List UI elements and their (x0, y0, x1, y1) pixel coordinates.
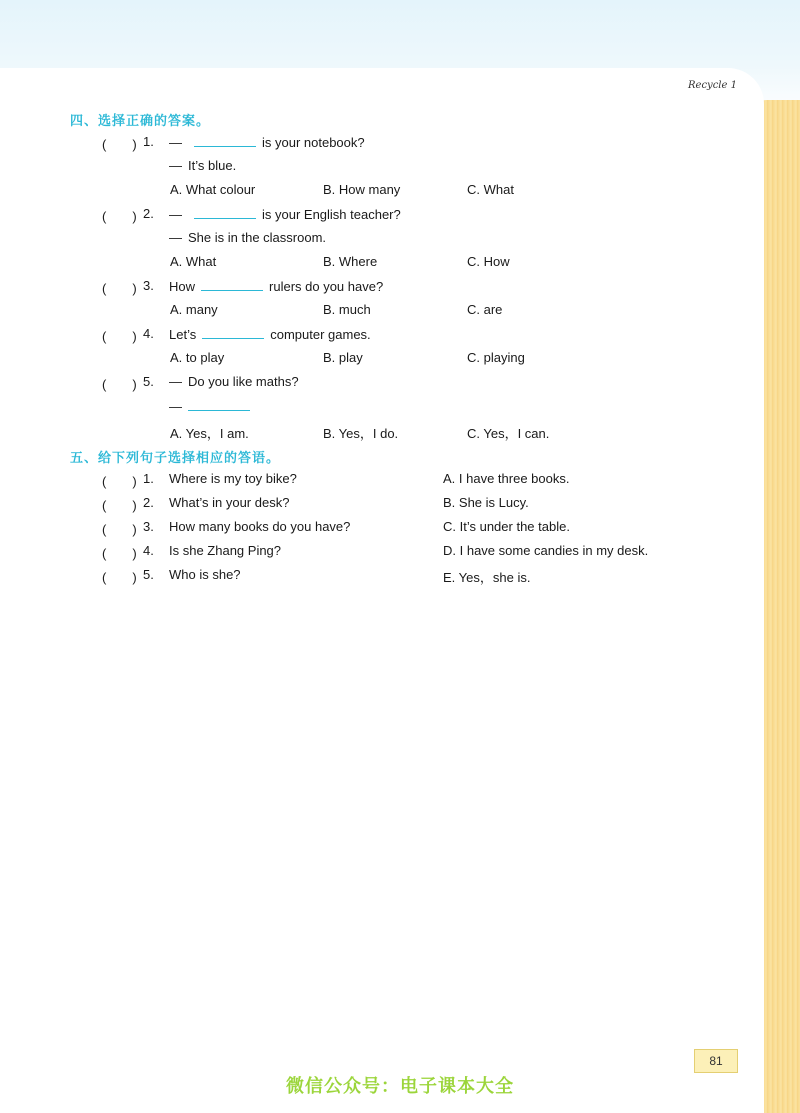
question-text-tail: computer games. (270, 327, 371, 342)
option-c: C. Yes，I can. (467, 426, 550, 441)
question-text-tail: rulers do you have? (269, 279, 384, 294)
question-number: 5. (143, 374, 154, 389)
question-text (169, 278, 383, 294)
option-b: B. much (323, 302, 371, 317)
page-number: 81 (694, 1049, 738, 1073)
option-a: A. many (170, 302, 218, 317)
reply-text (169, 398, 256, 414)
dash-mark: — (169, 230, 182, 245)
dash-mark: — (169, 135, 182, 150)
question-text-tail: is your notebook? (262, 135, 365, 150)
match-answer: A. I have three books. (443, 471, 570, 486)
reply-line: She is in the classroom. (188, 230, 327, 245)
option-c: C. What (467, 182, 514, 197)
answer-paren[interactable]: ( ) (102, 522, 137, 537)
question-text-tail: is your English teacher? (262, 207, 401, 222)
match-question: Where is my toy bike? (169, 471, 297, 486)
reply-line: It’s blue. (188, 158, 237, 173)
question-number: 2. (143, 206, 154, 221)
question-text (169, 206, 401, 222)
dash-mark: — (169, 158, 182, 173)
page-stack-edge (758, 100, 800, 1113)
question-text (169, 374, 299, 389)
answer-paren[interactable]: ( ) (102, 474, 137, 489)
answer-paren[interactable]: ( ) (102, 570, 137, 585)
question-number: 3. (143, 278, 154, 293)
running-title: Recycle 1 (688, 80, 737, 91)
reply-text (169, 230, 326, 245)
answer-blank[interactable] (194, 206, 256, 219)
match-answer: B. She is Lucy. (443, 495, 529, 510)
answer-paren[interactable]: ( ) (102, 546, 137, 561)
answer-paren[interactable]: ( ) (102, 281, 137, 296)
option-b: B. play (323, 350, 363, 365)
answer-blank[interactable] (194, 134, 256, 147)
answer-paren[interactable]: ( ) (102, 209, 137, 224)
answer-paren[interactable]: ( ) (102, 329, 137, 344)
question-number: 2. (143, 495, 154, 510)
match-answer: C. It’s under the table. (443, 519, 570, 534)
match-answer: E. Yes，she is. (443, 570, 531, 585)
option-c: C. playing (467, 350, 525, 365)
match-question: What’s in your desk? (169, 495, 290, 510)
question-number: 1. (143, 134, 154, 149)
match-question: Who is she? (169, 567, 241, 582)
match-answer: D. I have some candies in my desk. (443, 543, 649, 558)
question-number: 4. (143, 543, 154, 558)
option-b: B. Yes，I do. (323, 426, 399, 441)
match-question: Is she Zhang Ping? (169, 543, 282, 558)
question-text-head: How (169, 279, 196, 294)
question-number: 3. (143, 519, 154, 534)
answer-blank[interactable] (201, 278, 263, 291)
match-question: How many books do you have? (169, 519, 351, 534)
option-c: C. How (467, 254, 510, 269)
answer-blank[interactable] (188, 398, 250, 411)
option-b: B. How many (323, 182, 401, 197)
question-text (169, 134, 365, 150)
answer-paren[interactable]: ( ) (102, 137, 137, 152)
question-number: 1. (143, 471, 154, 486)
dash-mark: — (169, 399, 182, 414)
question-number: 5. (143, 567, 154, 582)
option-a: A. to play (170, 350, 225, 365)
option-c: C. are (467, 302, 503, 317)
question-text-head: Let’s (169, 327, 197, 342)
option-b: B. Where (323, 254, 378, 269)
reply-text (169, 158, 236, 173)
option-a: A. Yes，I am. (170, 426, 249, 441)
question-text (169, 326, 371, 342)
question-number: 4. (143, 326, 154, 341)
dash-mark: — (169, 207, 182, 222)
answer-blank[interactable] (202, 326, 264, 339)
option-a: A. What colour (170, 182, 256, 197)
option-a: A. What (170, 254, 217, 269)
footer-watermark: 微信公众号：电子课本大全 (286, 1076, 514, 1096)
question-text-body: Do you like maths? (188, 374, 299, 389)
dash-mark: — (169, 374, 182, 389)
answer-paren[interactable]: ( ) (102, 498, 137, 513)
section-5-title: 五、给下列句子选择相应的答语。 (70, 450, 281, 465)
answer-paren[interactable]: ( ) (102, 377, 137, 392)
section-4-title: 四、选择正确的答案。 (70, 113, 211, 128)
